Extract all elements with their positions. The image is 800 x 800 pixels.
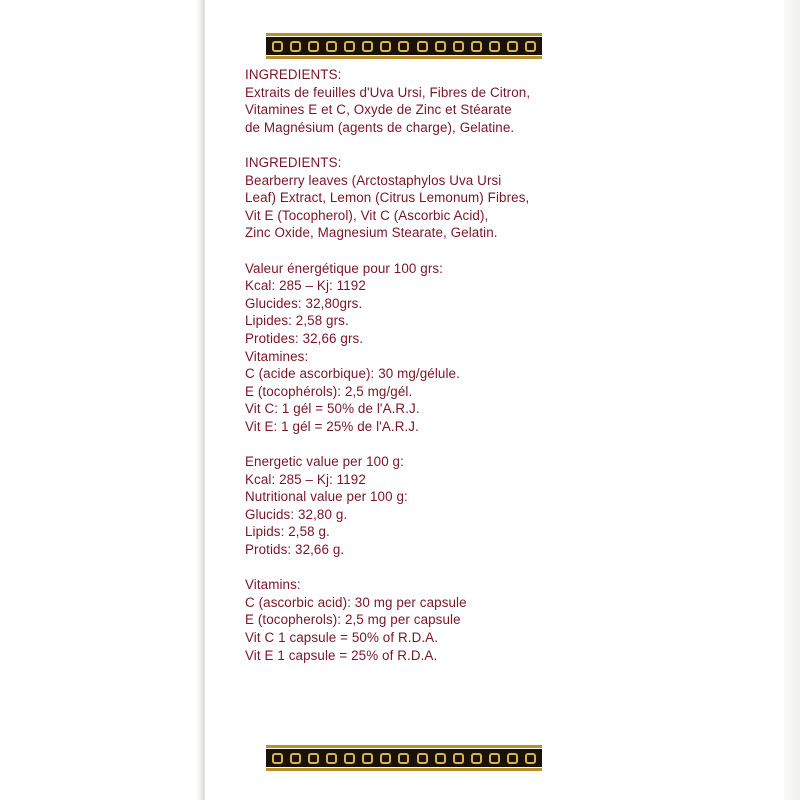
text-line: Vit C 1 capsule = 50% of R.D.A. [245,630,439,645]
text-line: E (tocophérols): 2,5 mg/gél. [245,383,413,399]
vitamins-fr-section [245,348,545,436]
vitamins-en-section [245,576,545,664]
ornament-ring-icon [380,753,391,764]
ornament-ring-icon [398,753,409,764]
ornament-row-top [272,39,536,53]
vitamins-en-heading: Vitamins: [245,577,301,593]
ornament-ring-icon [326,753,337,764]
ingredients-fr-section [245,66,545,136]
text-line: Extraits de feuilles d'Uva Ursi, Fibres de Citron, [245,84,531,100]
ornament-ring-icon [398,41,409,52]
text-line: Vit E 1 capsule = 25% of R.D.A. [245,647,438,663]
text-line: Vit C: 1 gél = 50% de l'A.R.J. [245,401,420,417]
ingredients-en-heading: INGREDIENTS: [245,154,342,170]
ornament-ring-icon [489,753,500,764]
text-line: C (ascorbic acid): 30 mg per capsule [245,594,467,610]
ornament-ring-icon [272,753,283,764]
ornament-ring-icon [290,753,301,764]
ornament-ring-icon [380,41,391,52]
text-line: C (acide ascorbique): 30 mg/gélule. [245,366,460,382]
bottom-ornamental-border [266,743,542,773]
text-line: Kcal: 285 – Kj: 1192 [245,278,366,294]
ornament-ring-icon [272,41,283,52]
ornament-ring-icon [362,41,373,52]
ornament-ring-icon [525,753,536,764]
text-line: Nutritional value per 100 g: [245,489,408,505]
text-line: Lipides: 2,58 grs. [245,313,349,329]
ornament-ring-icon [417,753,428,764]
text-line: Glucids: 32,80 g. [245,506,348,522]
ornament-ring-icon [453,753,464,764]
ornament-ring-icon [525,41,536,52]
ornament-ring-icon [471,41,482,52]
text-line: Kcal: 285 – Kj: 1192 [245,471,366,487]
text-line: Protides: 32,66 grs. [245,330,364,346]
text-line: Leaf) Extract, Lemon (Citrus Lemonum) Fibres, [245,190,530,206]
nutrition-fr-section [245,260,545,348]
ornament-row-bottom [272,751,536,765]
top-ornamental-border [266,31,542,61]
ornament-ring-icon [290,41,301,52]
ornament-ring-icon [362,753,373,764]
nutrition-fr-heading: Valeur énergétique pour 100 grs: [245,260,443,276]
ornament-ring-icon [308,753,319,764]
ingredients-label [245,66,545,664]
text-line: Vit E: 1 gél = 25% de l'A.R.J. [245,418,419,434]
ornament-ring-icon [308,41,319,52]
ingredients-en-section [245,154,545,242]
ornament-ring-icon [471,753,482,764]
text-line: de Magnésium (agents de charge), Gelatine. [245,119,515,135]
vitamins-fr-heading: Vitamines: [245,348,309,364]
nutrition-en-heading: Energetic value per 100 g: [245,454,404,470]
ornament-ring-icon [489,41,500,52]
text-line: E (tocopherols): 2,5 mg per capsule [245,612,461,628]
text-line: Glucides: 32,80grs. [245,295,363,311]
text-line: Vit E (Tocopherol), Vit C (Ascorbic Acid), [245,207,489,223]
package-side-panel [0,0,205,800]
ornament-ring-icon [507,753,518,764]
ornament-ring-icon [326,41,337,52]
ornament-ring-icon [435,41,446,52]
ornament-ring-icon [435,753,446,764]
ingredients-fr-heading: INGREDIENTS: [245,67,342,82]
ornament-ring-icon [344,41,355,52]
ornament-ring-icon [507,41,518,52]
text-line: Vitamines E et C, Oxyde de Zinc et Stéarate [245,102,512,118]
ornament-ring-icon [417,41,428,52]
text-line: Zinc Oxide, Magnesium Stearate, Gelatin. [245,225,498,241]
text-line: Bearberry leaves (Arctostaphylos Uva Ursi [245,172,502,188]
text-line: Protids: 32,66 g. [245,542,345,558]
ornament-ring-icon [344,753,355,764]
nutrition-en-section [245,453,545,559]
ornament-ring-icon [453,41,464,52]
text-line: Lipids: 2,58 g. [245,524,330,540]
package-right-edge [784,0,800,800]
